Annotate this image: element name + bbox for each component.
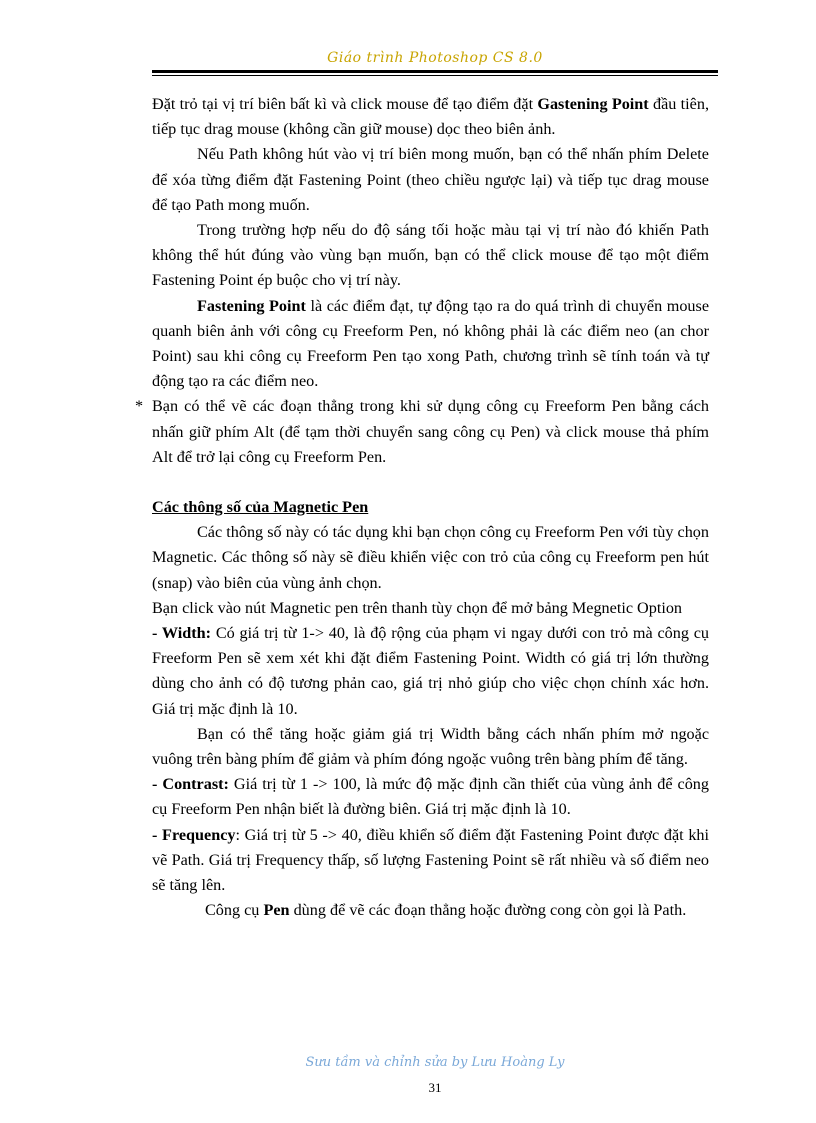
footer-credit: Sưu tầm và chỉnh sửa by Lưu Hoàng Ly xyxy=(305,1055,565,1070)
paragraph-12: Công cụ Pen dùng để vẽ các đoạn thẳng hoặc đường cong còn gọi là Path. xyxy=(205,901,687,920)
paragraph-9: Bạn có thể tăng hoặc giảm giá trị Width bằng cách nhấn phím mở ngoặc vuông trên bàng phím để giảm và phím đóng ngoặc vuông trên bàng phím để tăng. xyxy=(152,724,709,769)
paragraph-contrast: - Contrast: Giá trị từ 1 -> 100, là mức độ mặc định cần thiết của vùng ảnh để công cụ Freeform Pen nhận biết là đường biên. Giá trị mặc định là 10. xyxy=(152,775,709,819)
header-title: Giáo trình Photoshop CS 8.0 xyxy=(327,50,543,66)
paragraph-7: Bạn click vào nút Magnetic pen trên thanh tùy chọn để mở bảng Megnetic Option xyxy=(152,598,683,617)
note-paragraph: * Bạn có thể vẽ các đoạn thẳng trong khi sử dụng công cụ Freeform Pen bằng cách nhấn giữ phím Alt (để tạm thời chuyển sang công cụ Pen) và click mouse thả phím Alt để trở lại công cụ Freeform Pen. xyxy=(152,394,709,470)
paragraph-3: Trong trường hợp nếu do độ sáng tối hoặc màu tại vị trí nào đó khiến Path không thể hút đúng vào vùng bạn muốn, bạn có thể click mouse để tạo một điểm Fastening Point ép buộc cho vị trí này. xyxy=(152,221,709,290)
page-number: 31 xyxy=(428,1080,442,1095)
paragraph-1: Đặt trỏ tại vị trí biên bất kì và click mouse để tạo điểm đặt Gastening Point đầu tiên, tiếp tục drag mouse (không cần giữ mouse) dọc theo biên ảnh. xyxy=(152,95,709,139)
page-content xyxy=(135,92,710,924)
spacer xyxy=(152,470,709,495)
asterisk-marker: * xyxy=(135,397,144,416)
section-heading: Các thông số của Magnetic Pen xyxy=(152,498,369,517)
paragraph-2: Nếu Path không hút vào vị trí biên mong muốn, bạn có thể nhấn phím Delete để xóa từng điểm đặt Fastening Point (theo chiều ngược lại) và tiếp tục drag mouse để tạo Path mong muốn. xyxy=(152,145,709,214)
header-rule-thin xyxy=(152,75,718,76)
paragraph-4: Fastening Point là các điểm đạt, tự động tạo ra do quá trình di chuyển mouse quanh biên ảnh với công cụ Freeform Pen, nó không phải là các điểm neo (an chor Point) sau khi công cụ Freeform Pen tạo xong Path, chương trình sẽ tính toán và tự động tạo ra các điểm neo. xyxy=(152,296,710,391)
paragraph-width: - Width: Có giá trị từ 1-> 40, là độ rộng của phạm vi ngay dưới con trỏ mà công cụ Freeform Pen sẽ xem xét khi đặt điểm Fastening Point. Width có giá trị lớn thường dùng cho ảnh có độ tương phản cao, giá trị nhỏ giúp cho việc chọn chính xác hơn. Giá trị mặc định là 10. xyxy=(152,624,710,718)
paragraph-6: Các thông số này có tác dụng khi bạn chọn công cụ Freeform Pen với tùy chọn Magnetic. Các thông số này sẽ điều khiển việc con trỏ của công cụ Freeform pen hút (snap) vào biên của vùng ảnh chọn. xyxy=(152,523,709,592)
header-rule-thick xyxy=(152,70,718,73)
paragraph-frequency: - Frequency: Giá trị từ 5 -> 40, điều khiển số điểm đặt Fastening Point được đặt khi vẽ Path. Giá trị Frequency thấp, số lượng Fastening Point sẽ rất nhiều và số điểm neo sẽ tăng lên. xyxy=(152,825,710,895)
